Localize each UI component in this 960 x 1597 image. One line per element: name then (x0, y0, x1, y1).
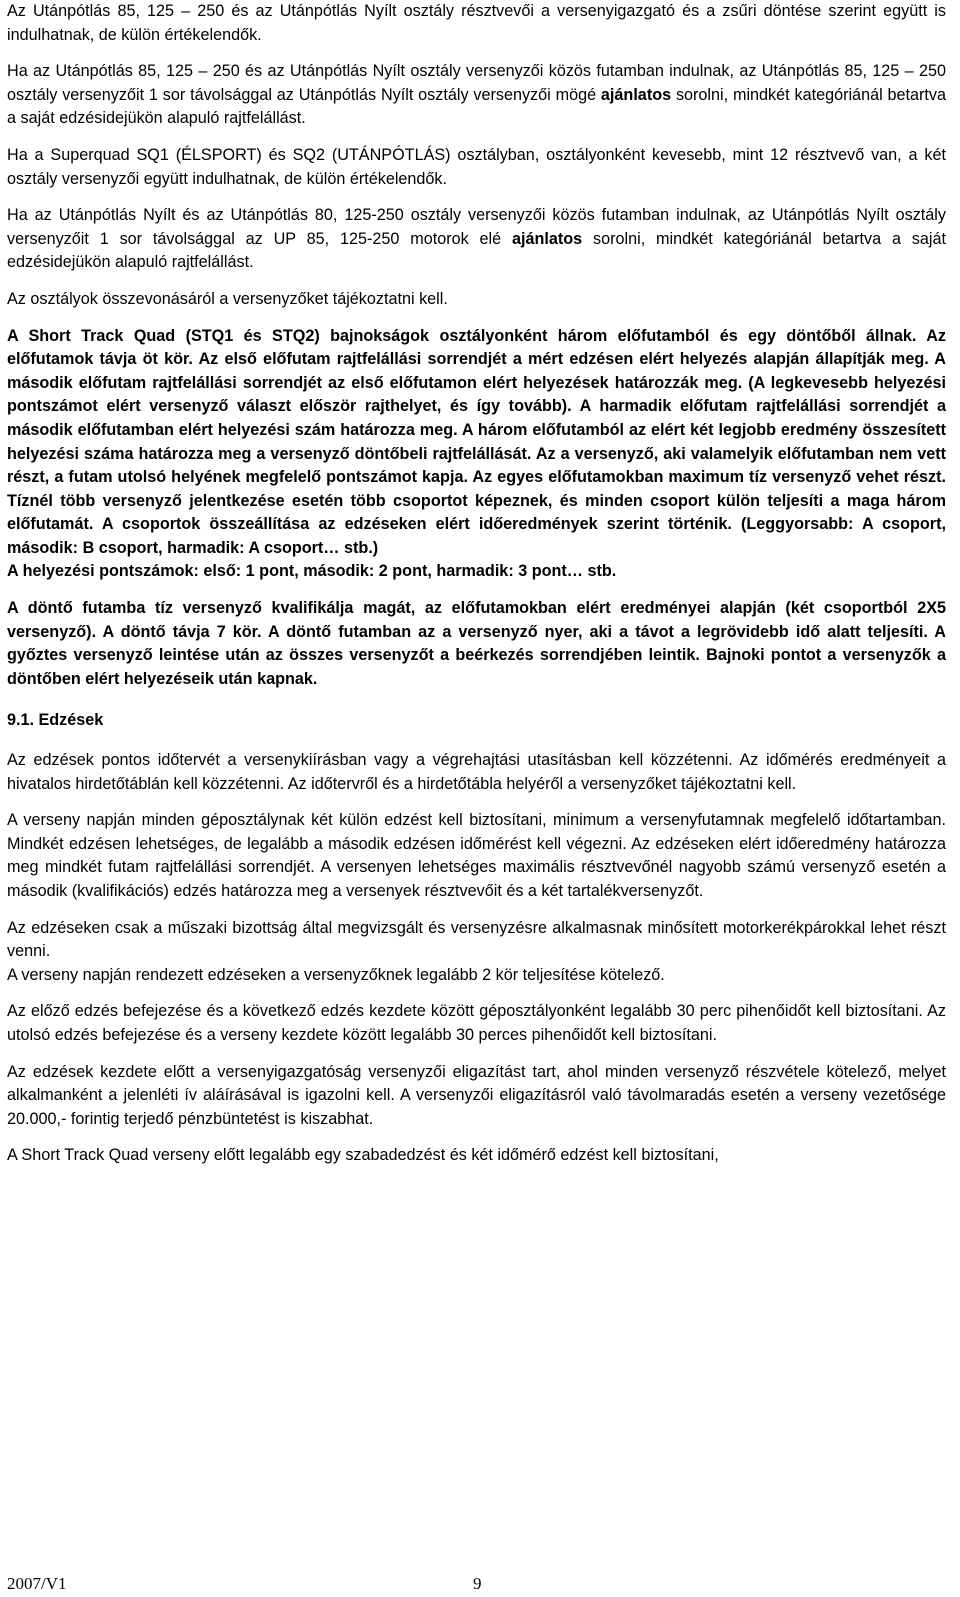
paragraph (7, 917, 946, 964)
paragraph (7, 325, 946, 561)
paragraph-text: Az előző edzés befejezése és a következő edzés kezdete között géposztályonként legalább 30 perc pihenőidőt kell biztosítani. Az utolsó edzés befejezése és a verseny kezdete között legalább 30 perces pihenőidőt kell biztosítani. (7, 1002, 946, 1044)
paragraph (7, 1061, 946, 1132)
paragraph (7, 0, 946, 47)
emphasis-text: ajánlatos (511, 229, 583, 248)
document-body (7, 0, 946, 1168)
paragraph-text: sorolni, mindkét kategóriánál betartva a saját edzésidejükön alapuló rajtfelállást. (7, 229, 946, 272)
paragraph-text: Az edzések kezdete előtt a versenyigazgatóság versenyzői eligazítást tart, ahol minden versenyző részvétele kötelező, melyet alkalmanként a jelenléti ív aláírásával is igazolni kell. A versenyzői eligazításról való távolmaradás esetén a verseny vezetősége 20.000,- forintig terjedő pénzbüntetést is kiszabhat. (7, 1062, 946, 1128)
paragraph-text: A Short Track Quad (STQ1 és STQ2) bajnokságok osztályonként három előfutamból és egy döntőből állnak. Az előfutamok távja öt kör. Az első előfutam rajtfelállási sorrendjét a mért edzésen elért helyezés alapján állapítják meg. A második előfutam rajtfelállási sorrendjét az első előfutamon elért helyezések határozzák meg. (A legkevesebb helyezési pontszámot elért versenyző választ először rajthelyet, és így tovább). A harmadik előfutam rajtfelállási sorrendjét a második előfutamban elért helyezési szám határozza meg. A három előfutamból az elért két legjobb eredmény összesített helyezési száma határozza meg a versenyző döntőbeli rajtfelállását. Az a versenyző, aki valamelyik előfutamban nem vett részt, a futam utolsó helyének megfelelő pontszámot kapja. Az egyes előfutamokban maximum tíz versenyző vehet részt. Tíznél több versenyző jelentkezése esetén több csoportot képeznek, és minden csoport külön teljesíti a maga három előfutamát. A csoportok összeállítása az edzéseken elért időeredmények szerint történik. (Leggyorsabb: A csoport, második: B csoport, harmadik: A csoport… stb.) (7, 326, 946, 557)
paragraph-text: A Short Track Quad verseny előtt legalább egy szabadedzést és két időmérő edzést kell biztosítani, (7, 1146, 719, 1165)
paragraph (7, 288, 946, 312)
paragraph (7, 1144, 946, 1168)
paragraph (7, 749, 946, 796)
emphasis-text: ajánlatos (600, 85, 672, 104)
paragraph (7, 964, 946, 988)
paragraph-text: Az edzések pontos időtervét a versenykiírásban vagy a végrehajtási utasításban kell közzétenni. Az időmérés eredményeit a hivatalos hirdetőtáblán kell közzétenni. Az időtervről és a hirdetőtábla helyéről a versenyzőket tájékoztatni kell. (7, 751, 946, 793)
paragraph (7, 809, 946, 903)
paragraph-text: Az Utánpótlás 85, 125 – 250 és az Utánpótlás Nyílt osztály résztvevői a versenyigazgató és a zsűri döntése szerint együtt is indulhatnak, de külön értékelendők. (7, 2, 946, 44)
paragraph-text: A döntő futamba tíz versenyző kvalifikálja magát, az előfutamokban elért eredményei alapján (két csoportból 2X5 versenyző). A döntő távja 7 kör. A döntő futamban az a versenyző nyer, aki a távot a legrövidebb idő alatt teljesíti. A győztes versenyző leintése után az összes versenyzőt a beérkezés sorrendjében leintik. Bajnoki pontot a versenyzők a döntőben elért helyezéseik után kapnak. (7, 599, 946, 688)
paragraph-text: Ha az Utánpótlás Nyílt és az Utánpótlás 80, 125-250 osztály versenyzői közös futamban indulnak, az Utánpótlás Nyílt osztály versenyzőit 1 sor távolsággal az UP 85, 125-250 motorok elé (7, 206, 946, 248)
section-heading (7, 709, 946, 733)
page-number: 9 (473, 1574, 482, 1593)
paragraph-text: Ha a Superquad SQ1 (ÉLSPORT) és SQ2 (UTÁNPÓTLÁS) osztályban, osztályonként kevesebb, mint 12 résztvevő van, a két osztály versenyzői együtt indulhatnak, de külön értékelendők. (7, 145, 946, 188)
paragraph (7, 597, 946, 691)
paragraph (7, 60, 946, 131)
paragraph-text: A verseny napján minden géposztálynak két külön edzést kell biztosítani, minimum a versenyfutamnak megfelelő időtartamban. Mindkét edzésen lehetséges, de legalább a második edzésen időmérést kell végezni. Az edzéseken elért időeredmény határozza meg mindkét futam rajtfelállási sorrendjét. A versenyen lehetséges maximális résztvevőnél nagyobb számú versenyző esetén a második (kvalifikációs) edzés határozza meg a versenyek résztvevőit és a két tartalékversenyzőt. (7, 811, 946, 900)
paragraph-text: Az edzéseken csak a műszaki bizottság által megvizsgált és versenyzésre alkalmasnak minősített motorkerékpárokkal lehet részt venni. (7, 918, 946, 961)
page-footer (7, 1571, 946, 1597)
paragraph (7, 1000, 946, 1047)
paragraph (7, 204, 946, 275)
paragraph-text: Az osztályok összevonásáról a versenyzőket tájékoztatni kell. (7, 289, 448, 308)
paragraph-text: Ha az Utánpótlás 85, 125 – 250 és az Utánpótlás Nyílt osztály versenyzői közös futamban indulnak, az Utánpótlás 85, 125 – 250 osztály versenyzőit 1 sor távolsággal az Utánpótlás Nyílt osztály versenyzői mögé (7, 62, 946, 104)
document-version: 2007/V1 (7, 1574, 67, 1593)
paragraph-text: sorolni, mindkét kategóriánál betartva a saját edzésidejükön alapuló rajtfelállást. (7, 85, 946, 128)
paragraph (7, 144, 946, 191)
paragraph (7, 560, 946, 584)
paragraph-text: A verseny napján rendezett edzéseken a versenyzőknek legalább 2 kör teljesítése kötelező. (7, 965, 665, 984)
paragraph-text: 9.1. Edzések (7, 711, 104, 730)
paragraph-text: A helyezési pontszámok: első: 1 pont, második: 2 pont, harmadik: 3 pont… stb. (7, 562, 617, 581)
